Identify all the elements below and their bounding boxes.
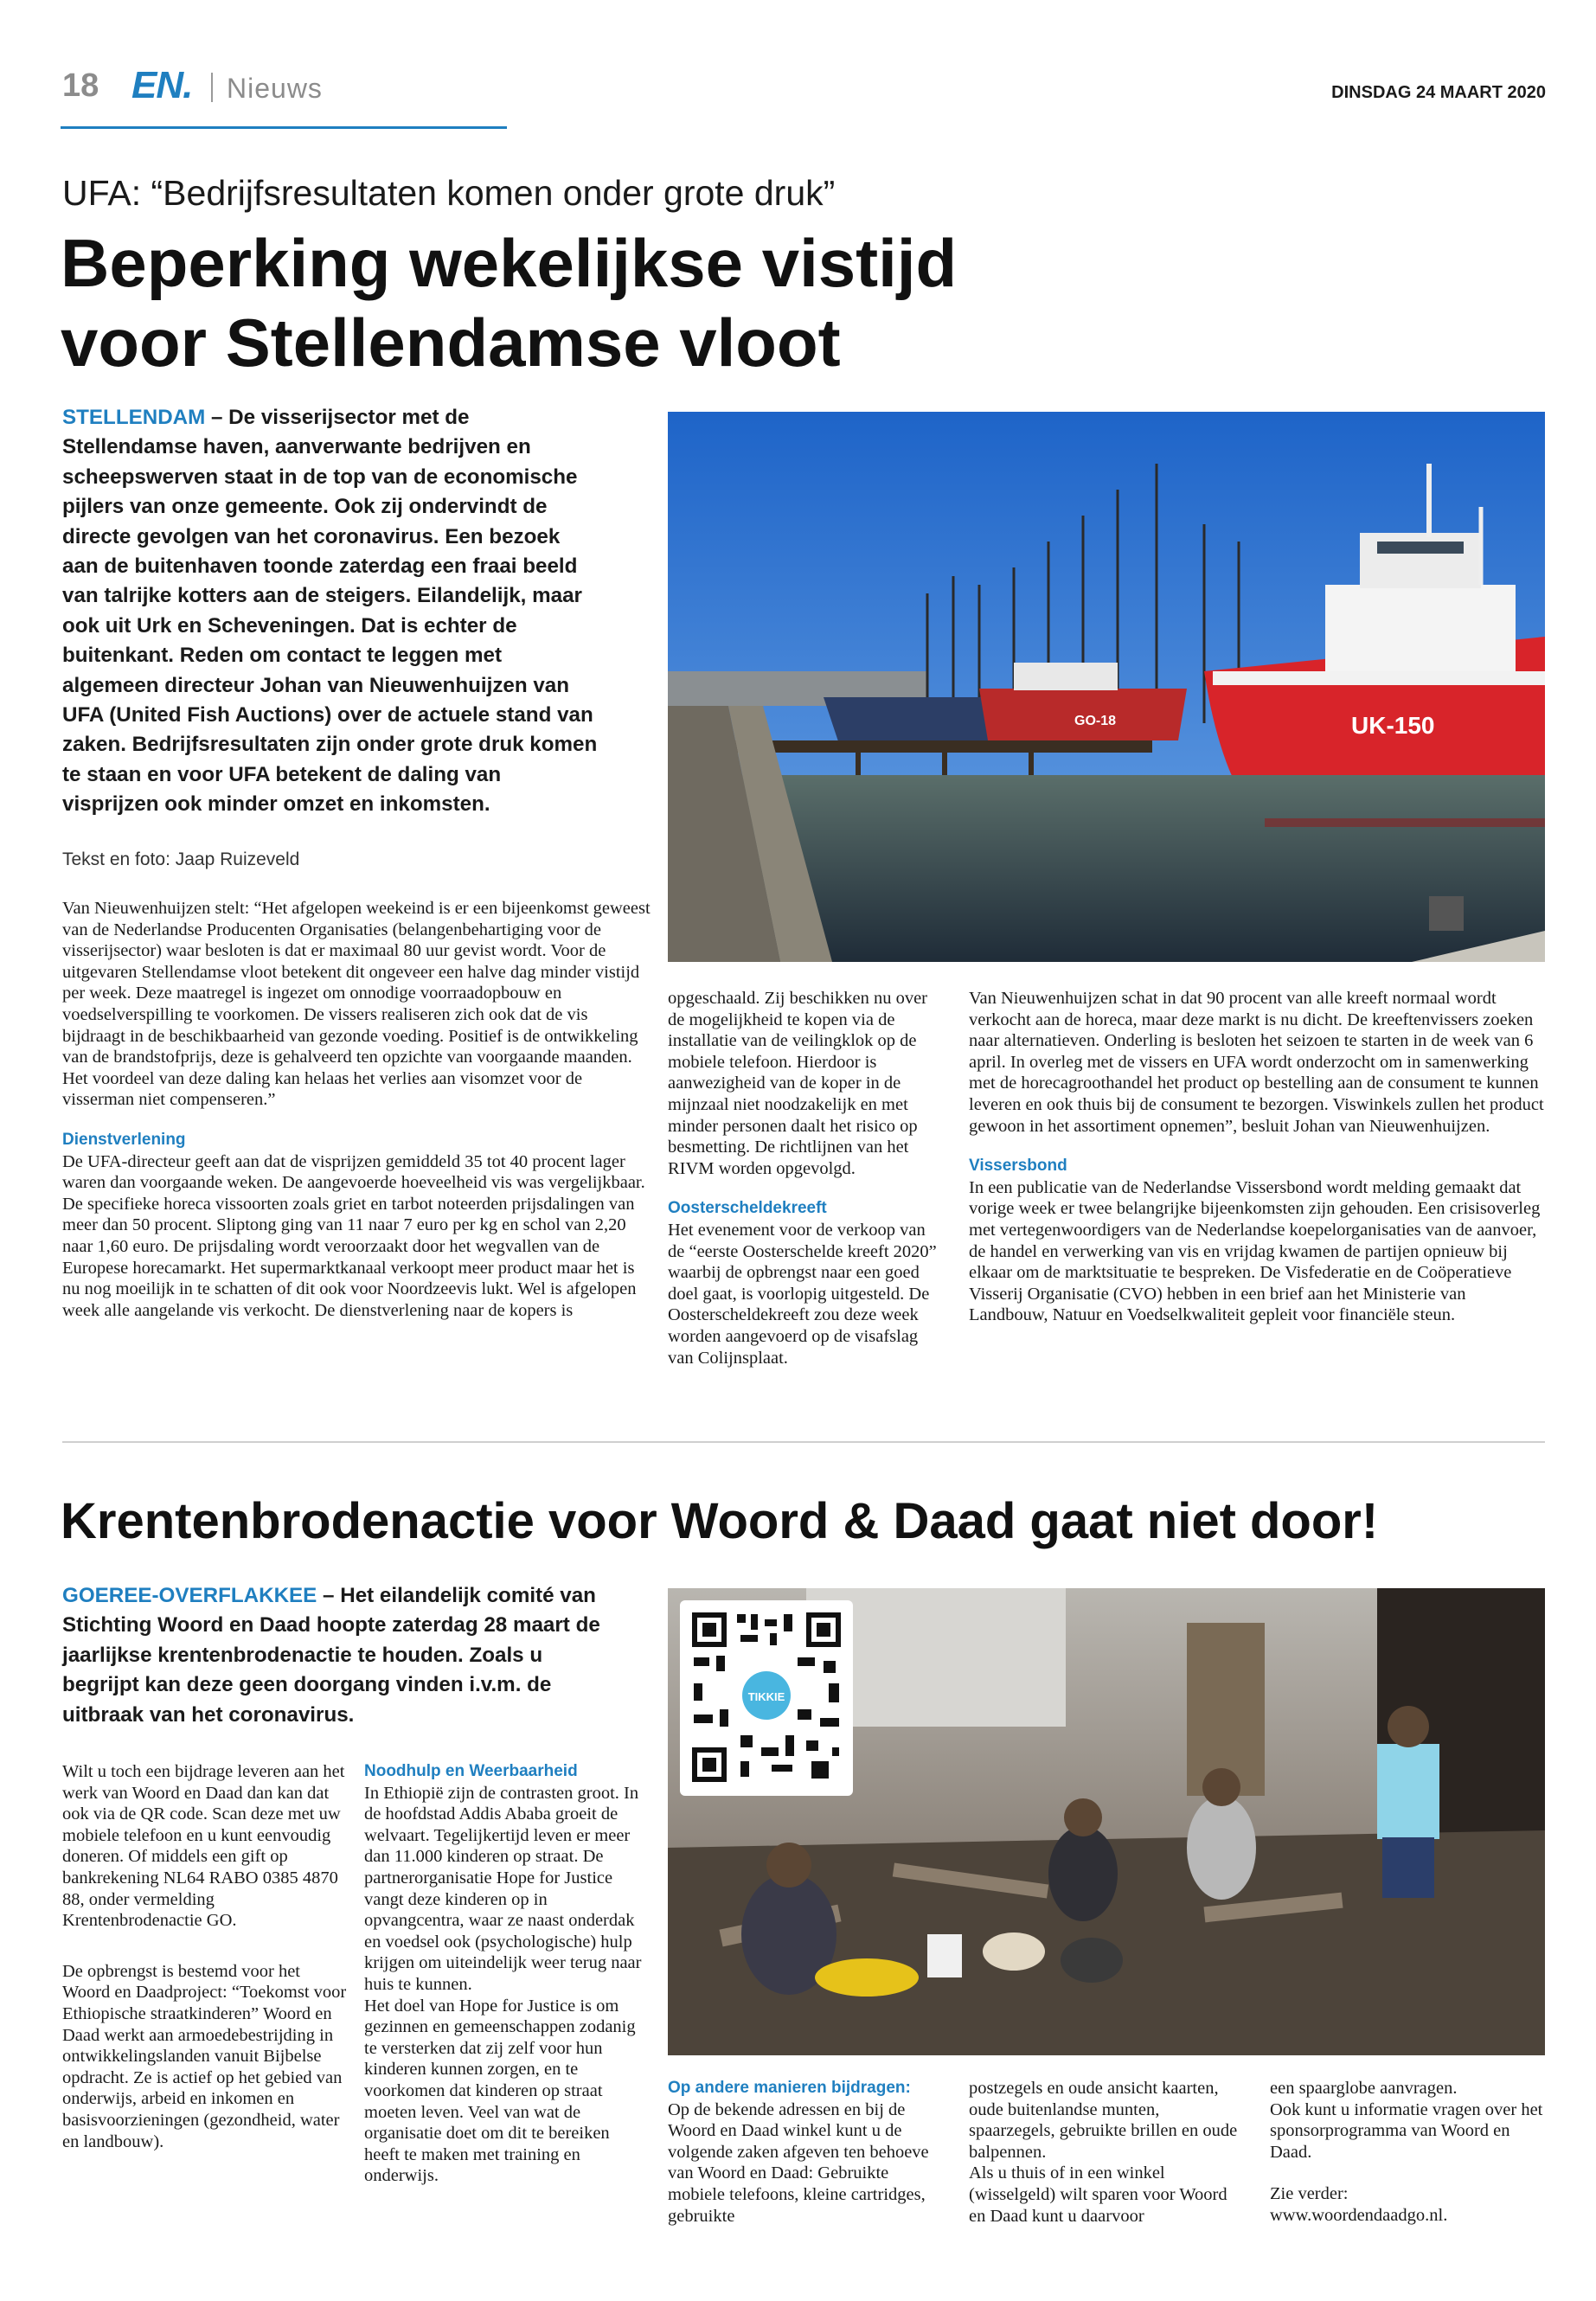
header-rule [61, 126, 507, 129]
body-paragraph: Het doel van Hope for Justice is om gezinnen en gemeenschappen zodanig te versterken dat zij zelf voor hun kinderen kunnen zorgen, en te voorkomen dat kinderen op straat moeten leven. Veel van wat de organisatie doet om dit te bereiken heeft te maken met training en onderwijs. [364, 1996, 636, 2186]
subheading-noodhulp: Noodhulp en Weerbaarheid [364, 1762, 578, 1780]
subheading-oosterscheldekreeft: Oosterscheldekreeft [668, 1199, 827, 1218]
body-paragraph: Het evenement voor de verkoop van de “eerste Oosterschelde kreeft 2020” waarbij de opbrengst naar een goed doel gaat, is voorlopig uitgesteld. De Oosterscheldekreeft zou deze week worden aangevoerd op de visafslag van Colijnsplaat. [668, 1220, 937, 1368]
body-paragraph: Wilt u toch een bijdrage leveren aan het werk van Woord en Daad dan kan dat ook via de QR code. Scan deze met uw mobiele telefoon en u kunt eenvoudig doneren. Of middels een gift op bankrekening NL64 RABO 0385 4870 88, onder vermelding Krentenbrodenactie GO. [62, 1762, 345, 1931]
hull-label-go: GO-18 [1074, 714, 1117, 728]
body-paragraph: Van Nieuwenhuijzen stelt: “Het afgelopen weekeind is er een bijeenkomst geweest van de Nederlandse Producenten Organisaties (belangenbehartiging voor de visserijsector) waar besloten is dat er maximaal 80 uur gevist wordt. Voor de uitgevaren Stellendamse vloot betekent dit ongeveer een halve dag minder vistijd per week. Deze maatregel is ingezet om onnodige voorraadopbouw en voedselverspilling te voorkomen. De vissers realiseren zich ook dat de vis bijdraagt in de beschikbaarheid van gezonde voeding. Positief is de ontwikkeling van de brandstofprijs, deze is gehalveerd ten opzichte van voorgaande maanden. Het voordeel van deze daling kan helaas het verlies aan visomzet voor de visserman niet compenseren.” [62, 899, 651, 1110]
body-paragraph: Ook kunt u informatie vragen over het sponsorprogramma van Woord en Daad. [1270, 2099, 1543, 2162]
article2-column-1 [62, 1761, 348, 2152]
website-link[interactable]: www.woordendaadgo.nl. [1270, 2205, 1448, 2225]
headline-line: voor Stellendamse vloot [61, 304, 841, 381]
hull-label-uk150: UK-150 [1351, 712, 1435, 739]
headline-line: Beperking wekelijkse vistijd [61, 225, 958, 301]
body-paragraph: Op de bekende adressen en bij de Woord en Daad winkel kunt u de volgende zaken afgeven ten behoeve van Woord en Daad: Gebruikte mobiele telefoons, kleine cartridges, gebruikte [668, 2099, 929, 2226]
article1-column-3 [969, 988, 1548, 1326]
subheading-vissersbond: Vissersbond [969, 1157, 1067, 1176]
paragraph-gap [1270, 2163, 1547, 2183]
section-label: Nieuws [227, 73, 323, 104]
body-paragraph: Van Nieuwenhuijzen schat in dat 90 procent van alle kreeft normaal wordt verkocht aan de horeca, maar deze markt is nu dicht. De kreeftenvissers zoeken naar alternatieven. Onderling is besloten het seizoen te starten in de week van 6 april. In overleg met de vissers en UFA wordt onderzocht om in samenwerking met de horecagroothandel het product op bestelling aan de consument te kunnen leveren en ook thuis bij de consument te bezorgen. Viswinkels zullen het product gewoon in het assortiment opnemen”, besluit Johan van Nieuwenhuijzen. [969, 989, 1544, 1136]
newspaper-logo[interactable]: EN. [131, 64, 193, 106]
subheading-dienstverlening: Dienstverlening [62, 1130, 186, 1149]
article2-column-2 [364, 1761, 645, 2187]
article2-column-3 [668, 2078, 946, 2227]
article1-kicker: UFA: “Bedrijfsresultaten komen onder grote druk” [62, 173, 836, 213]
article2-column-5 [1270, 2078, 1547, 2227]
tikkie-badge: TIKKIE [747, 1690, 785, 1703]
relief-photo [668, 1588, 1545, 2055]
body-paragraph: een spaarglobe aanvragen. [1270, 2079, 1458, 2098]
body-paragraph: opgeschaald. Zij beschikken nu over de mogelijkheid te kopen via de installatie van de veilingklok op de mobiele telefoon. Hierdoor is aanwezigheid van de koper in de mijnzaal niet noodzakelijk en met minder personen daalt het risico op besmetting. De richtlijnen van het RIVM worden opgevolgd. [668, 989, 928, 1178]
photo-credit: Tekst en foto: Jaap Ruizeveld [62, 849, 300, 869]
article1-column-1 [62, 898, 651, 1321]
issue-date: DINSDAG 24 MAART 2020 [1331, 83, 1546, 102]
body-paragraph: De opbrengst is bestemd voor het Woord en Daadproject: “Toekomst voor Ethiopische straatkinderen” Woord en Daad werkt aan armoedebestrijding in ontwikkelingslanden vanuit Bijbelse opdracht. Ze is actief op het gebied van onderwijs, arbeid en inkomen en basisvoorzieningen (gezondheid, water en landbouw). [62, 1961, 347, 2151]
article2-headline: Krentenbrodenactie voor Woord & Daad gaat niet door! [61, 1493, 1379, 1549]
header-separator [211, 73, 213, 102]
dateline-place: GOEREE-OVERFLAKKEE [62, 1584, 317, 1607]
body-paragraph: De UFA-directeur geeft aan dat de visprijzen gemiddeld 35 tot 40 procent lager waren dan voorgaande weken. De aangevoerde hoeveelheid vis was vergelijkbaar. De specifieke horeca vissoorten zoals griet en tarbot noteerden prijsdalingen van meer dan 50 procent. Sliptong ging van 11 naar 7 euro per kg en schol van 2,20 naar 1,60 euro. De prijsdaling wordt veroorzaakt door het wegvallen van de Europese horecamarkt. Het supermarktkanaal verkoopt meer product maar het is nu nog moeilijk in te schatten of dit ook voor Noordzeevis lukt. Wel is afgelopen week alle aangelande vis verkocht. De dienstverlening naar de kopers is [62, 1151, 645, 1320]
article-divider [62, 1441, 1545, 1443]
subheading-andere-manieren: Op andere manieren bijdragen: [668, 2079, 911, 2097]
article1-lead [62, 403, 599, 820]
article1-column-2 [668, 988, 945, 1368]
article2-column-4 [969, 2078, 1246, 2227]
article1-headline [61, 223, 1099, 382]
page-number: 18 [62, 67, 99, 104]
body-paragraph: postzegels en oude ansicht kaarten, oude buitenlandse munten, spaarzegels, gebruikte brillen en oude balpennen. [969, 2079, 1238, 2162]
body-paragraph: Als u thuis of in een winkel (wisselgeld) wilt sparen voor Woord en Daad kunt u daarvoor [969, 2163, 1227, 2226]
body-paragraph: In Ethiopië zijn de contrasten groot. In de hoofdstad Addis Ababa groeit de welvaart. Tegelijkertijd leven er meer dan 11.000 kinderen op straat. De partnerorganisatie Hope for Justice vangt deze kinderen op in opvangcentra, waar ze naast onderdak en voedsel ook (psychologische) hulp krijgen om uiteindelijk weer terug naar huis te kunnen. [364, 1783, 642, 1994]
body-paragraph: Zie verder: [1270, 2184, 1349, 2204]
body-paragraph: In een publicatie van de Nederlandse Vissersbond wordt melding gemaakt dat vorige week er twee belangrijke bijeenkomsten zijn gehouden. Een crisisoverleg met vertegenwoordigers van de Nederlandse koepelorganisaties van de aanvoer, de handel en verwerking van vis en vrijdag kwamen de partijen opnieuw bij elkaar om de marktsituatie te bespreken. De Visfederatie en de Coöperatieve Visserij Organisatie (CVO) hebben in een brief aan het Ministerie van Landbouw, Natuur en Voedselkwaliteit gepleit voor financiële steun. [969, 1177, 1541, 1325]
lead-text: – Het eilandelijk comité van Stichting Woord en Daad hoopte zaterdag 28 maart de jaarlijkse krentenbrodenactie te houden. Zoals u begrijpt kan deze geen doorgang vinden i.v.m. de uitbraak van het coronavirus. [62, 1584, 600, 1727]
lead-text: – De visserijsector met de Stellendamse haven, aanverwante bedrijven en scheepswerven staat in de top van de economische pijlers van onze gemeente. Ook zij ondervindt de directe gevolgen van het coronavirus. Een bezoek aan de buitenhaven toonde zaterdag een fraai beeld van talrijke kotters aan de steigers. Eilandelijk, maar ook uit Urk en Scheveningen. Dat is echter de buitenkant. Reden om contact te leggen met algemeen directeur Johan van Nieuwenhuijzen van UFA (United Fish Auctions) over de actuele stand van zaken. Bedrijfsresultaten zijn onder grote druk komen te staan en voor UFA betekent de daling van visprijzen ook minder omzet en inkomsten. [62, 406, 598, 817]
harbor-photo [668, 412, 1545, 962]
article2-lead [62, 1581, 625, 1730]
paragraph-gap [62, 1932, 348, 1961]
dateline-place: STELLENDAM [62, 406, 206, 429]
